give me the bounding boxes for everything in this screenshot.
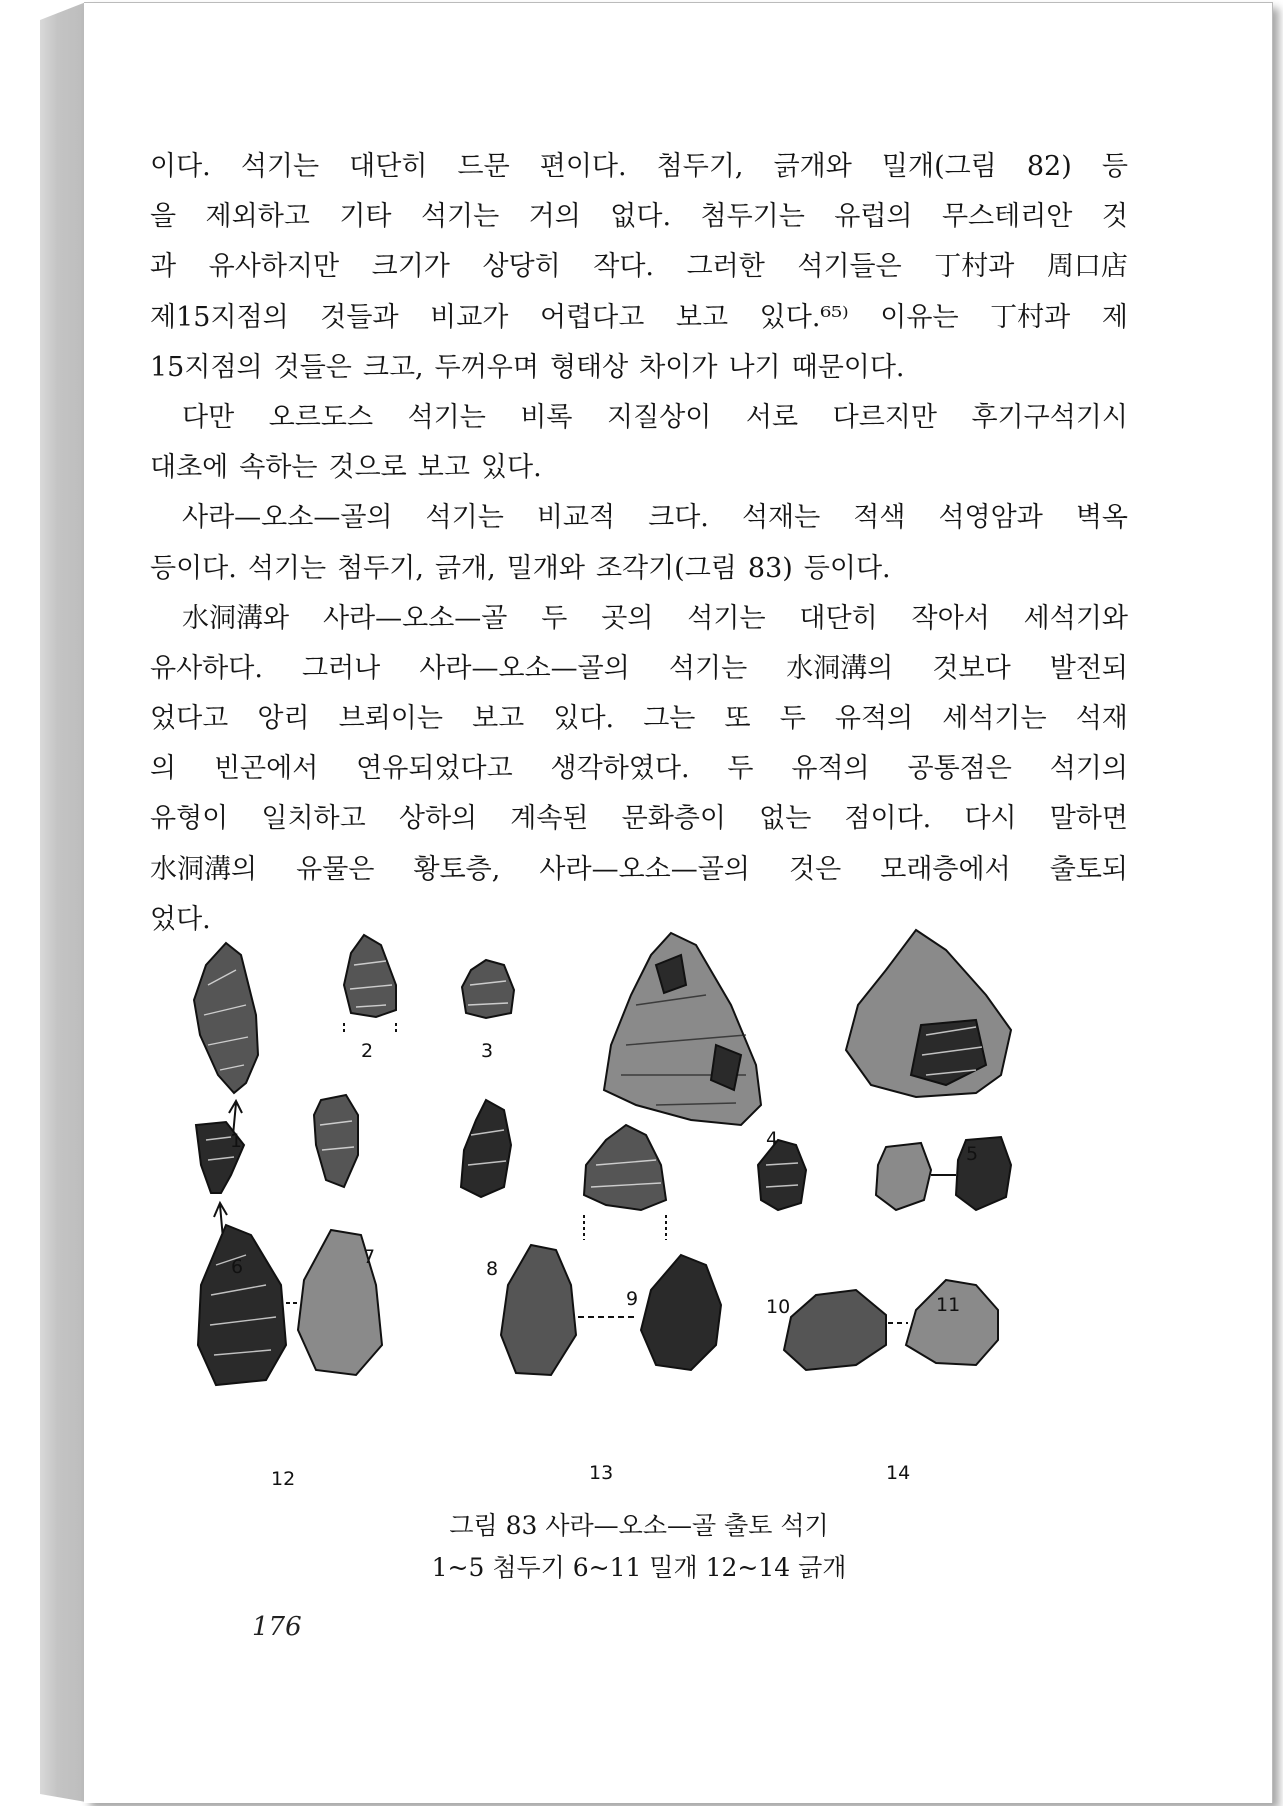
label-6: 6 [231,1256,244,1278]
stone-tool-13 [501,1245,721,1375]
text-line: 유형이 일치하고 상하의 계속된 문화층이 없는 점이다. 다시 말하면 [150,803,1128,835]
label-7: 7 [363,1246,376,1268]
stone-tool-14 [784,1280,998,1370]
body-text [150,142,1128,945]
stone-tool-4 [604,933,761,1125]
text-line: 의 빈곤에서 연유되었다고 생각하였다. 두 유적의 공통점은 석기의 [150,753,1128,785]
stone-tool-11 [876,1137,1011,1210]
label-8: 8 [486,1258,499,1280]
figure-caption-title: 그림 83 사라—오소—골 출토 석기 [449,1511,829,1540]
stone-tool-10 [758,1140,806,1210]
figure-caption-legend: 1~5 첨두기 6~11 밀개 12~14 긁개 [431,1553,847,1582]
stone-tool-2 [344,935,396,1033]
text-line: 다만 오르도스 석기는 비록 지질상이 서로 다르지만 후기구석기시 [182,401,1128,433]
text-line: 었다고 앙리 브뢰이는 보고 있다. 그는 또 두 유적의 세석기는 석재 [150,703,1128,735]
stone-tool-12 [198,1225,382,1385]
text-line: 과 유사하지만 크기가 상당히 작다. 그러한 석기들은 丁村과 周口店 [150,251,1128,283]
label-10: 10 [766,1296,791,1318]
page-number: 176 [252,1612,302,1642]
text-line: 제15지점의 것들과 비교가 어렵다고 보고 있다.⁶⁵⁾ 이유는 丁村과 제 [150,301,1128,333]
stone-tool-5 [846,930,1011,1097]
text-line: 었다. [150,903,211,935]
label-14: 14 [886,1462,911,1484]
text-line: 15지점의 것들은 크고, 두꺼우며 형태상 차이가 나기 때문이다. [150,351,905,383]
stone-tool-9 [584,1125,666,1240]
label-3: 3 [481,1040,494,1062]
text-line: 대초에 속하는 것으로 보고 있다. [150,452,542,484]
label-9: 9 [626,1288,639,1310]
text-line: 水洞溝의 유물은 황토층, 사라—오소—골의 것은 모래층에서 출토되 [150,853,1128,885]
label-2: 2 [361,1040,374,1062]
text-line: 사라—오소—골의 석기는 비교적 크다. 석재는 적색 석영암과 벽옥 [182,502,1128,534]
book-spine-edge [40,2,86,1802]
label-11: 11 [936,1294,961,1316]
text-line: 이다. 석기는 대단히 드문 편이다. 첨두기, 긁개와 밀개(그림 82) 등 [150,151,1128,182]
label-5: 5 [966,1143,979,1165]
text-line: 등이다. 석기는 첨두기, 긁개, 밀개와 조각기(그림 83) 등이다. [150,552,891,584]
stone-tool-3 [462,960,514,1018]
text-line: 을 제외하고 기타 석기는 거의 없다. 첨두기는 유럽의 무스테리안 것 [150,201,1128,233]
text-line: 유사하다. 그러나 사라—오소—골의 석기는 水洞溝의 것보다 발전되 [150,652,1128,684]
text-line: 水洞溝와 사라—오소—골 두 곳의 석기는 대단히 작아서 세석기와 [182,602,1128,634]
stone-tool-8 [461,1100,511,1197]
label-12: 12 [271,1468,296,1485]
figure-83 [186,925,1186,1485]
stone-tool-7 [314,1095,358,1187]
label-13: 13 [589,1462,614,1484]
label-1: 1 [230,1130,243,1152]
stone-tools-illustration [186,925,1186,1485]
label-4: 4 [766,1128,779,1150]
